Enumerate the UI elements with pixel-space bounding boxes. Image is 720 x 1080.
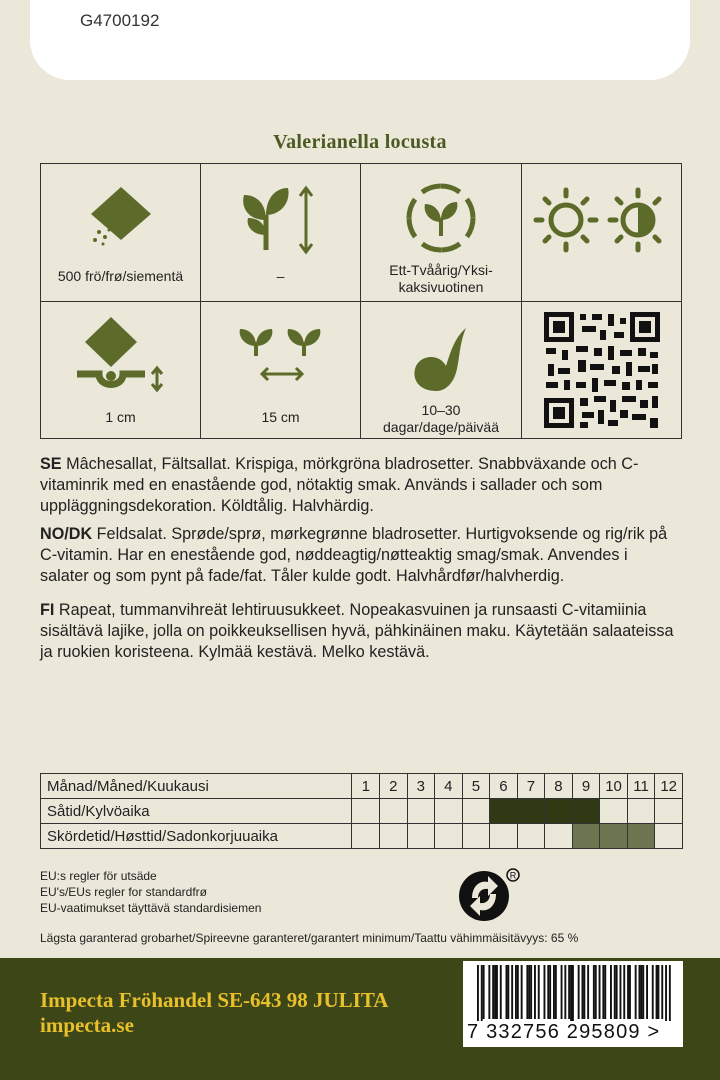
harvest-cell-filled (572, 824, 600, 849)
latin-name: Valerianella locusta (273, 131, 447, 153)
description-se-text: Mâchesallat, Fältsallat. Krispiga, mörkgröna bladrosetter. Snabbväxande och C-vitaminrik med en enastående god, nötaktig smak. Används i sallader och som uppläggningsdekoration. Köldtålig. Halvhärdig. (40, 455, 639, 515)
harvest-cell (545, 824, 573, 849)
germination-guarantee: Lägsta garanterad grobarhet/Spireevne garanteret/garantert minimum/Taattu vähimmäisitävyys: 65 % (40, 931, 579, 945)
description-nodk (40, 524, 680, 587)
barcode-bar (595, 965, 597, 1019)
barcode-bar (511, 965, 513, 1019)
sowing-row-label: Såtid/Kylvöaika (41, 799, 352, 824)
barcode-bar (593, 965, 595, 1019)
barcode-bar (526, 965, 528, 1019)
sun-partial-shade-icon (532, 182, 672, 262)
sow-cell (600, 799, 628, 824)
sow-cell-filled (490, 799, 518, 824)
barcode-bar (544, 965, 546, 1019)
barcode-bar (639, 965, 641, 1019)
barcode-bar (496, 965, 498, 1019)
month-5: 5 (462, 774, 490, 799)
month-2: 2 (380, 774, 408, 799)
barcode-bar (669, 965, 671, 1023)
lifecycle-icon (401, 178, 481, 258)
harvest-row (41, 824, 683, 849)
barcode-bar (640, 965, 642, 1019)
calendar-header-label: Månad/Måned/Kuukausi (41, 774, 352, 799)
plant-height-caption: – (276, 268, 285, 284)
germination-caption-1: 10–30 (421, 402, 461, 418)
harvest-cell (407, 824, 435, 849)
barcode-bar (661, 965, 663, 1019)
barcode-bar (507, 965, 509, 1019)
company-website[interactable]: impecta.se (40, 1013, 134, 1037)
harvest-cell (517, 824, 545, 849)
harvest-cell (490, 824, 518, 849)
month-11: 11 (627, 774, 655, 799)
barcode-bar (488, 965, 490, 1019)
month-6: 6 (490, 774, 518, 799)
barcode-bar (635, 965, 637, 1019)
harvest-cell (352, 824, 380, 849)
germination-icon (406, 316, 476, 396)
sow-cell-filled (572, 799, 600, 824)
sow-cell (435, 799, 463, 824)
sow-cell-filled (545, 799, 573, 824)
lifecycle-caption-2: kaksivuotinen (398, 279, 484, 295)
barcode-bar (614, 965, 616, 1019)
description-fi-text: Rapeat, tummanvihreät lehtiruusukkeet. Nopeakasvuinen ja runsaasti C-vitamiinia sisältävä lajike, jolla on poikkeuksellisen hyvä, pähkinäinen maku. Käytetään salaateissa ja ruokien koristeena. Kylmää kestävä. Melko kestävä. (40, 601, 674, 661)
sow-cell (655, 799, 683, 824)
harvest-row-label: Skördetid/Høsttid/Sadonkorjuuaika (41, 824, 352, 849)
sowing-row (41, 799, 683, 824)
barcode-bar (549, 965, 551, 1019)
lang-code-fi: FI (40, 601, 55, 619)
harvest-cell (380, 824, 408, 849)
info-icon-grid (40, 163, 682, 439)
harvest-cell-filled (627, 824, 655, 849)
barcode-bar (627, 965, 629, 1019)
month-12: 12 (655, 774, 683, 799)
description-se (40, 454, 680, 517)
barcode-bar (555, 965, 557, 1019)
barcode-bar (521, 965, 523, 1019)
product-code: G4700192 (80, 11, 160, 30)
barcode-number: 7 332756 295809 > (463, 1021, 683, 1044)
barcode-bar (658, 965, 660, 1019)
qr-code-icon[interactable] (542, 310, 662, 430)
description-nodk-text: Feldsalat. Sprøde/sprø, mørkegrønne bladrosetter. Hurtigvoksende og rig/rik på C-vitamin. Har en enestående god, nøddeagtig/nøtteaktig smag/smak. Anvendes i salater og som pynt på fade/fat. Tåler kulde godt. Halvhårdfør/halvherdig. (40, 525, 668, 585)
spacing-cell (201, 302, 361, 438)
barcode-bar (599, 965, 601, 1019)
barcode-bar (610, 965, 612, 1019)
barcode-bar (477, 965, 479, 1023)
sow-cell (627, 799, 655, 824)
barcode-bar (530, 965, 532, 1019)
month-1: 1 (352, 774, 380, 799)
barcode-bar (572, 965, 574, 1023)
barcode-bar (652, 965, 654, 1019)
green-dot-icon (458, 866, 522, 926)
sow-cell-filled (517, 799, 545, 824)
harvest-cell-filled (600, 824, 628, 849)
month-10: 10 (600, 774, 628, 799)
barcode-bar (481, 965, 483, 1023)
barcode-bar (547, 965, 549, 1019)
barcode-bars (463, 961, 683, 1023)
sowing-calendar (40, 773, 683, 849)
harvest-cell (462, 824, 490, 849)
barcode-bar (534, 965, 536, 1019)
barcode-bar (506, 965, 508, 1019)
sowing-depth-icon (71, 312, 171, 402)
barcode-bar (570, 965, 572, 1023)
plant-spacing-icon (236, 324, 326, 394)
spacing-caption: 15 cm (261, 409, 300, 425)
plant-height-icon (236, 180, 326, 260)
lifecycle-caption-1: Ett-Tvåårig/Yksi- (389, 262, 493, 278)
month-8: 8 (545, 774, 573, 799)
sow-cell (380, 799, 408, 824)
eu-rules-se: EU:s regler för utsäde (40, 869, 157, 883)
barcode-bar (656, 965, 658, 1019)
seed-count-cell (41, 164, 201, 302)
barcode-bar (528, 965, 530, 1019)
barcode-bar (515, 965, 517, 1019)
barcode-bar (500, 965, 502, 1019)
germination-cell (361, 302, 522, 438)
seed-count-caption: 500 frö/frø/siementä (57, 268, 184, 284)
sow-cell (462, 799, 490, 824)
sow-cell (352, 799, 380, 824)
barcode-bar (602, 965, 604, 1019)
barcode-bar (642, 965, 644, 1019)
barcode-bar (604, 965, 606, 1019)
barcode-bar (494, 965, 496, 1019)
barcode-bar (623, 965, 625, 1019)
plant-height-cell (201, 164, 361, 302)
month-4: 4 (435, 774, 463, 799)
barcode-bar (620, 965, 622, 1019)
barcode-bar (517, 965, 519, 1019)
harvest-cell (435, 824, 463, 849)
barcode-bar (538, 965, 540, 1019)
lang-code-se: SE (40, 455, 62, 473)
barcode-bar (583, 965, 585, 1019)
barcode-bar (587, 965, 589, 1019)
month-9: 9 (572, 774, 600, 799)
eu-rules-nodk: EU's/EUs regler for standardfrø (40, 885, 208, 899)
harvest-cell (655, 824, 683, 849)
sun-cell (522, 164, 681, 302)
germination-caption-2: dagar/dage/päivää (383, 419, 499, 435)
description-fi (40, 600, 680, 663)
barcode-bar (616, 965, 618, 1019)
seed-packet-icon (81, 182, 161, 252)
svg-text:R: R (509, 870, 517, 881)
eu-rules-fi: EU-vaatimukset täyttävä standardisiemen (40, 901, 262, 915)
month-7: 7 (517, 774, 545, 799)
qr-cell (522, 302, 681, 438)
sowing-depth-caption: 1 cm (105, 409, 136, 425)
barcode-bar (578, 965, 580, 1019)
sow-cell (407, 799, 435, 824)
company-address: Impecta Fröhandel SE-643 98 JULITA (40, 988, 389, 1012)
barcode-bar (564, 965, 566, 1019)
lang-code-nodk: NO/DK (40, 525, 93, 543)
barcode-bar (561, 965, 563, 1019)
barcode-bar (492, 965, 494, 1019)
month-3: 3 (407, 774, 435, 799)
barcode-bar (582, 965, 584, 1019)
barcode-bar (646, 965, 648, 1019)
calendar-header-row (41, 774, 683, 799)
barcode-bar (553, 965, 555, 1019)
barcode-bar (568, 965, 570, 1019)
sowing-depth-cell (41, 302, 201, 438)
barcode-bar (629, 965, 631, 1019)
barcode-bar (665, 965, 667, 1023)
lifecycle-cell (361, 164, 522, 302)
barcode-bar (483, 965, 485, 1019)
